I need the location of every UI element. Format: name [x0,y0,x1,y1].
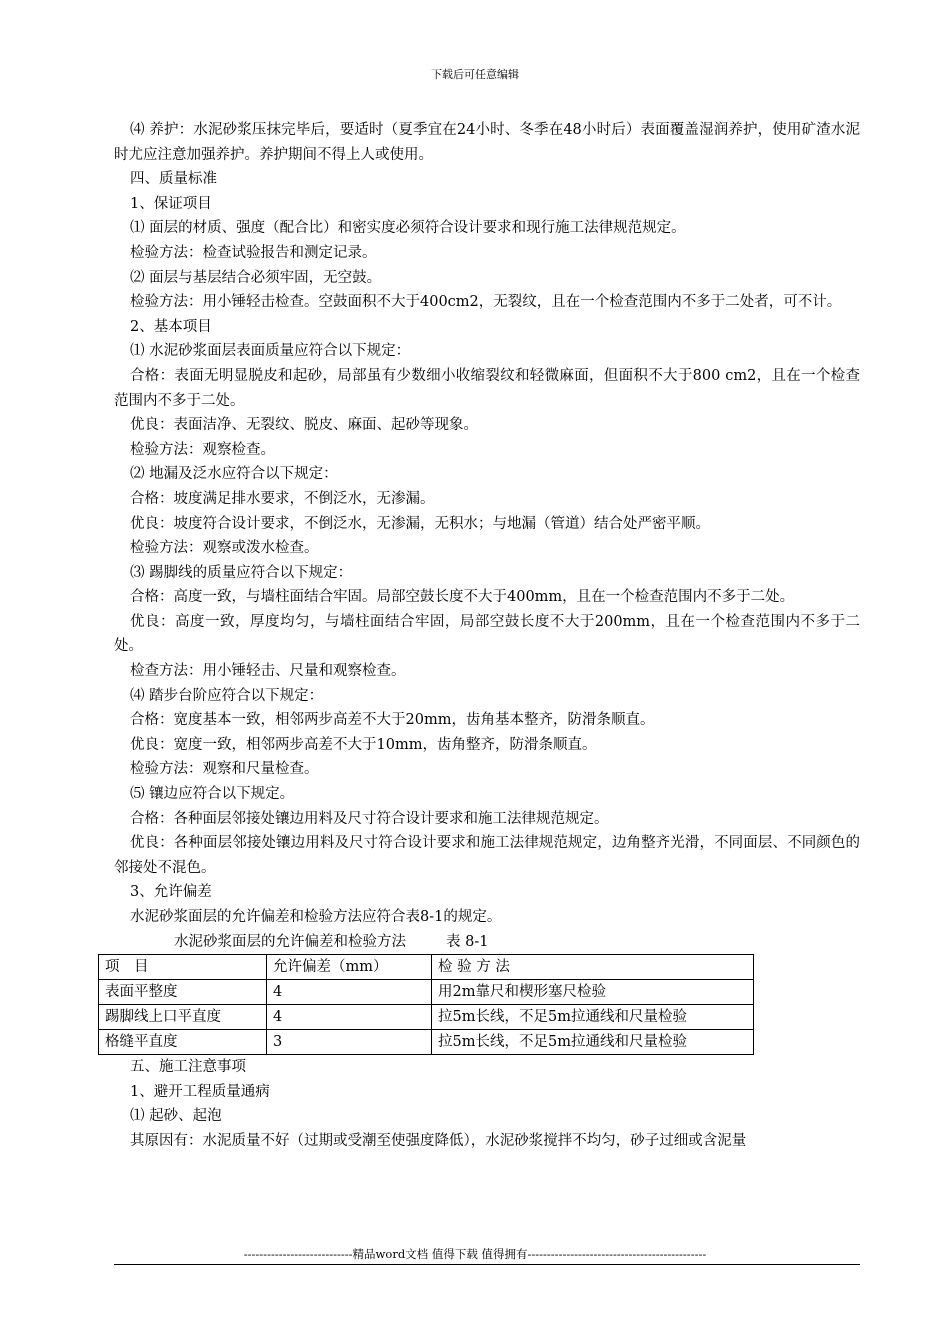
table-cell: 拉5m长线，不足5m拉通线和尺量检验 [432,1030,754,1055]
subsection-heading: 1、避开工程质量通病 [130,1083,270,1100]
paragraph: 合格：各种面层邻接处镶边用料及尺寸符合设计要求和施工法律规范规定。 [130,810,609,827]
table-cell: 拉5m长线，不足5m拉通线和尺量检验 [432,1005,754,1030]
table-cell: 4 [267,1005,432,1030]
subsection-heading: 2、基本项目 [130,318,212,335]
paragraph: 水泥砂浆面层的允许偏差和检验方法应符合表8-1的规定。 [130,909,502,925]
paragraph: 优良：高度一致，厚度均匀，与墙柱面结合牢固，局部空鼓长度不大于200mm，且在一个检查范围内不多于二处。 [114,613,860,655]
paragraph: 优良：表面洁净、无裂纹、脱皮、麻面、起砂等现象。 [130,417,478,434]
table-cell: 格缝平直度 [99,1030,267,1055]
table-cell: 表面平整度 [99,980,267,1005]
table-cell: 踢脚线上口平直度 [99,1005,267,1030]
page-header: 下载后可任意编辑 [431,68,519,81]
paragraph-group-top [114,118,860,930]
table-header-cell: 检 验 方 法 [432,955,754,980]
paragraph: 优良：各种面层邻接处镶边用料及尺寸符合设计要求和施工法律规范规定，边角整齐光滑，不同面层、不同颜色的邻接处不混色。 [114,835,860,876]
paragraph: ⑴ 起砂、起泡 [130,1108,222,1125]
table-header-cell: 项 目 [99,955,267,980]
section-heading: 五、施工注意事项 [130,1059,246,1076]
table-cell: 4 [267,980,432,1005]
paragraph: 检验方法：观察检查。 [130,441,275,458]
table-row [99,1005,754,1030]
table-row [99,980,754,1005]
paragraph: ⑶ 踢脚线的质量应符合以下规定： [130,564,353,581]
footer-divider [114,1264,860,1265]
paragraph: 检验方法：用小锤轻击检查。空鼓面积不大于400cm2，无裂纹，且在一个检查范围内不多于二处者，可不计。 [130,294,842,311]
paragraph: 其原因有：水泥质量不好（过期或受潮至使强度降低），水泥砂浆搅拌不均匀，砂子过细或含泥量 [130,1132,747,1149]
paragraph: ⑷ 踏步台阶应符合以下规定： [130,687,324,704]
paragraph: 检查方法：用小锤轻击、尺量和观察检查。 [130,663,406,680]
paragraph: ⑴ 面层的材质、强度（配合比）和密实度必须符合设计要求和现行施工法律规范规定。 [130,220,686,237]
paragraph: 合格：坡度满足排水要求，不倒泛水，无渗漏。 [130,490,435,507]
subsection-heading: 1、保证项目 [130,195,212,212]
table-caption-title: 水泥砂浆面层的允许偏差和检验方法 [174,933,406,950]
table-row [99,1030,754,1055]
paragraph: ⑸ 镶边应符合以下规定。 [130,786,295,803]
document-body [105,118,860,1154]
table-cell: 3 [267,1030,432,1055]
paragraph: ⑷ 养护：水泥砂浆压抹完毕后，要适时（夏季宜在24小时、冬季在48小时后）表面覆盖湿润养护，使用矿渣水泥时尤应注意加强养护。养护期间不得上人或使用。 [114,122,860,163]
table-cell: 用2m靠尺和楔形塞尺检验 [432,980,754,1005]
paragraph: 检验方法：观察和尺量检查。 [130,761,319,778]
section-heading: 四、质量标准 [130,171,217,188]
table-header-row [99,955,754,980]
paragraph: ⑴ 水泥砂浆面层表面质量应符合以下规定： [130,343,411,360]
paragraph: 合格：宽度基本一致，相邻两步高差不大于20mm，齿角基本整齐，防滑条顺直。 [130,712,655,729]
table-header-cell: 允许偏差（mm） [267,955,432,980]
tolerance-table [98,954,754,1055]
paragraph: 合格：高度一致，与墙柱面结合牢固。局部空鼓长度不大于400mm，且在一个检查范围内不多于二处。 [130,589,795,606]
paragraph: 优良：宽度一致，相邻两步高差不大于10mm，齿角整齐，防滑条顺直。 [130,736,597,753]
table-number: 表 8-1 [446,933,489,950]
paragraph: 合格：表面无明显脱皮和起砂，局部虽有少数细小收缩裂纹和轻微麻面，但面积不大于800 cm2，且在一个检查范围内不多于二处。 [114,367,860,409]
paragraph-group-bottom [114,1055,860,1153]
paragraph: 优良：坡度符合设计要求，不倒泛水，无渗漏，无积水；与地漏（管道）结合处严密平顺。 [130,515,710,532]
subsection-heading: 3、允许偏差 [130,884,212,901]
table-caption [114,930,860,955]
paragraph: ⑵ 面层与基层结合必须牢固，无空鼓。 [130,269,382,286]
paragraph: 检验方法：检查试验报告和测定记录。 [130,244,377,261]
page-footer: ----------------------------精品word文档 值得下载 值得拥有---------------------------------------------- [243,1247,707,1261]
paragraph: ⑵ 地漏及泛水应符合以下规定： [130,466,338,483]
paragraph: 检验方法：观察或泼水检查。 [130,540,319,557]
